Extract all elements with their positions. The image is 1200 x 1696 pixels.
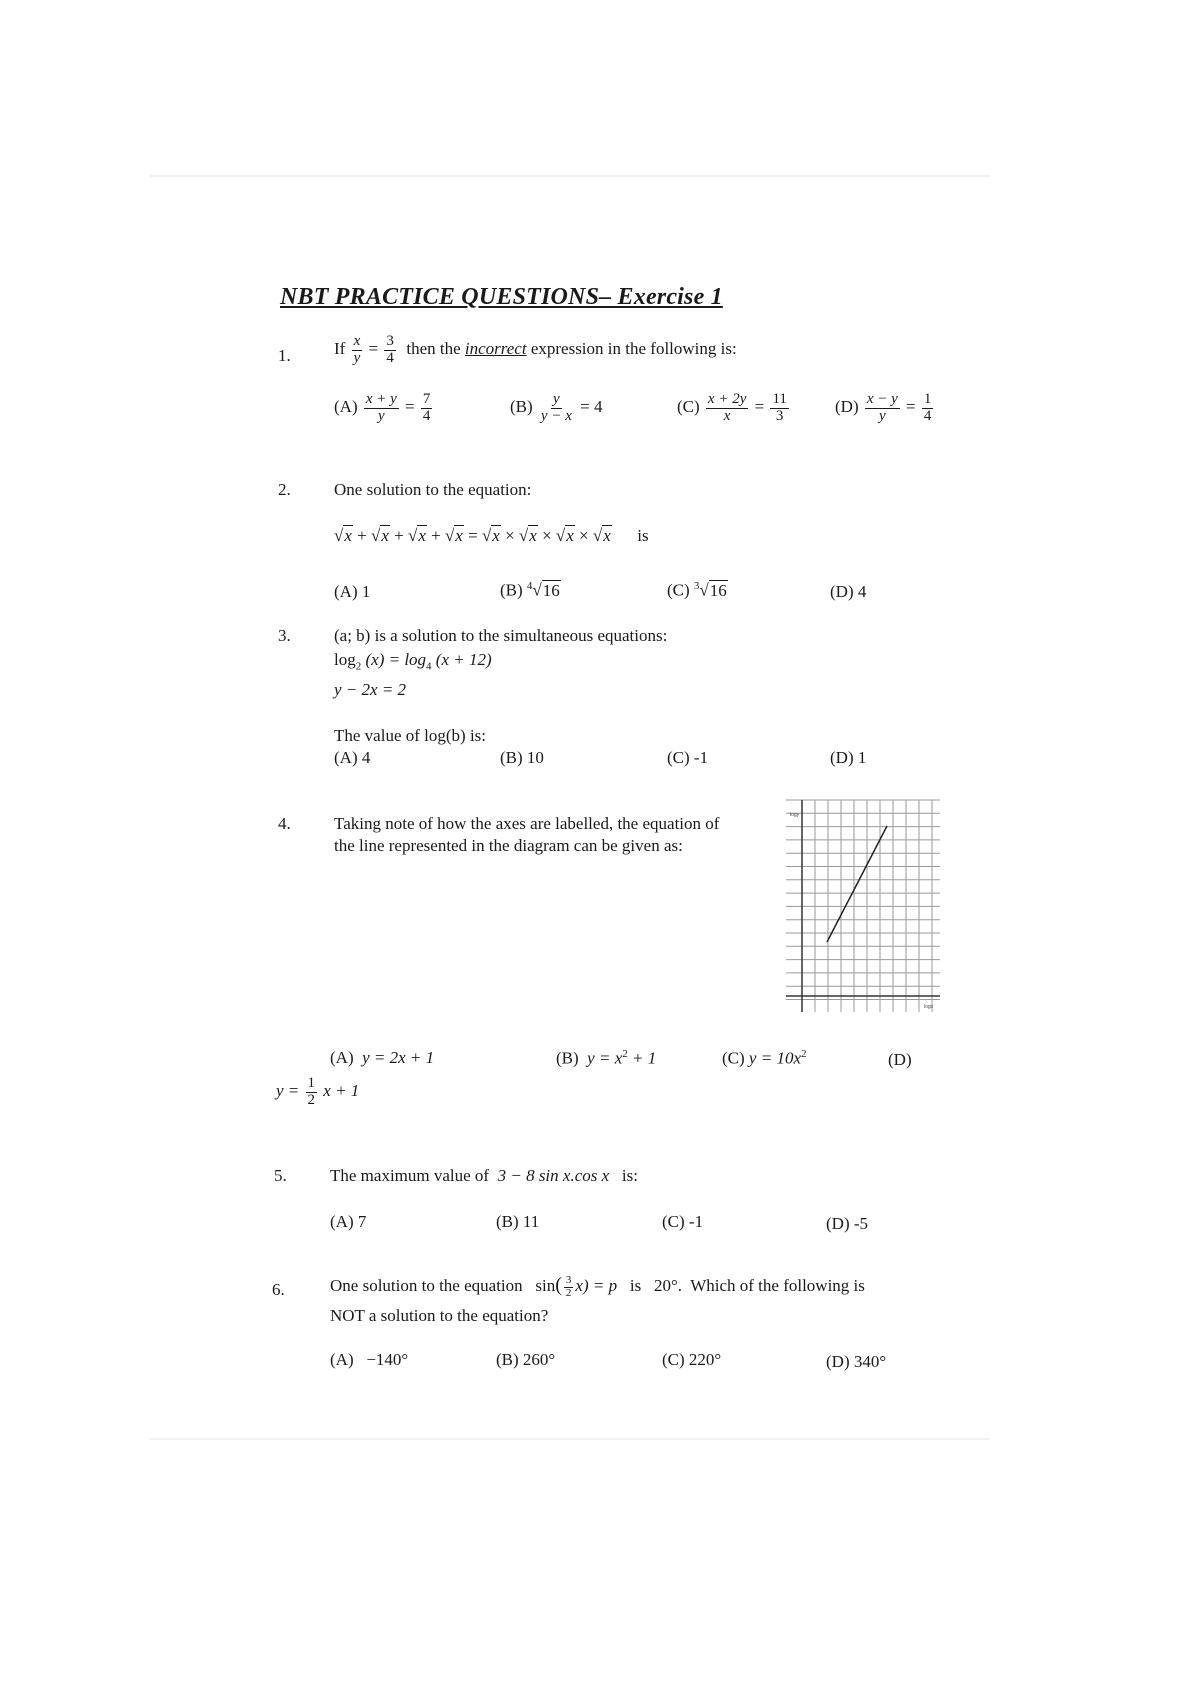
q4-y-label: logy xyxy=(790,812,800,818)
q4-graph-line xyxy=(827,826,887,942)
q3-number: 3. xyxy=(278,626,291,645)
q3-prompt: The value of log(b) is: xyxy=(334,726,487,745)
q1-stem: If $\frac{x}{y}$ = $\frac{3}{4}$ then the incorrect expression in the following is: xyxy=(334,333,737,366)
q5-option-c: (C) -1 xyxy=(662,1212,704,1231)
q3-option-a: (A) 4 xyxy=(334,748,371,767)
q4-option-b: (B) $y = x^2 + 1$ xyxy=(556,1048,657,1068)
q1-if: If xyxy=(334,339,346,359)
page-title: NBT PRACTICE QUESTIONS– Exercise 1 xyxy=(280,284,723,310)
q5-number: 5. xyxy=(274,1166,287,1185)
q6-option-b: (B) 260° xyxy=(496,1350,556,1369)
q5-option-b: (B) 11 xyxy=(496,1212,540,1231)
q3-stem: (a; b) is a solution to the simultaneous equations: xyxy=(334,626,668,645)
q4-option-c: (C) $y = 10x^2$ xyxy=(722,1048,807,1068)
q2-stem: One solution to the equation: xyxy=(334,480,532,499)
q1-given-ratio: $\frac{3}{4}$ xyxy=(386,333,394,366)
q6-line-2: NOT a solution to the equation? xyxy=(330,1306,549,1325)
scan-edge-bottom xyxy=(150,1438,990,1440)
q6-option-c: (C) 220° xyxy=(662,1350,722,1369)
q4-graph xyxy=(782,796,944,1018)
q6-stem: One solution to the equation sin( $\frac{3}{2}$ x) = p is 20°. Which of the following is xyxy=(330,1274,865,1299)
q3-option-c: (C) -1 xyxy=(667,748,709,767)
q1-option-b: (B) $\frac{y}{y - x}$ = 4 xyxy=(510,391,603,424)
q2-option-a: (A) 1 xyxy=(334,582,371,601)
q4-option-d: y = $\frac{1}{2}$ x + 1 xyxy=(276,1075,360,1108)
q6-number: 6. xyxy=(272,1280,285,1299)
q2-option-c: (C) $^3$√16 xyxy=(667,580,727,600)
q1-option-d: (D) $\frac{x - y}{y}$ = $\frac{1}{4}$ xyxy=(835,391,932,424)
q4-option-d-label: (D) xyxy=(888,1050,912,1069)
q4-line-2: the line represented in the diagram can be given as: xyxy=(334,836,683,855)
q1-option-a: (A) $\frac{x + y}{y}$ = $\frac{7}{4}$ xyxy=(334,391,431,424)
q4-number: 4. xyxy=(278,814,291,833)
q3-option-b: (B) 10 xyxy=(500,748,544,767)
q4-line-1: Taking note of how the axes are labelled, the equation of xyxy=(334,814,720,833)
q2-option-b: (B) $^4$√16 xyxy=(500,580,560,600)
q1-emphasis: incorrect xyxy=(464,339,527,359)
q5-stem: The maximum value of 3 − 8 sin x.cos x is: xyxy=(330,1166,638,1185)
q3-equation-1: $\log_2 (x) = \log_4 (x + 12)$ xyxy=(334,650,492,673)
q5-option-d: (D) -5 xyxy=(826,1214,869,1233)
q4-graph-grid xyxy=(786,800,940,1012)
q1-given-fraction: $\frac{x}{y}$ xyxy=(353,333,361,366)
q6-option-a: (A) −140° xyxy=(330,1350,409,1369)
q1-number: 1. xyxy=(278,346,291,365)
q4-x-label: logx xyxy=(924,1004,934,1010)
q2-number: 2. xyxy=(278,480,291,499)
q2-option-d: (D) 4 xyxy=(830,582,867,601)
q5-option-a: (A) 7 xyxy=(330,1212,367,1231)
q2-equation: √x + √x + √x + √x = √x × √x × √x × √x is xyxy=(334,526,649,545)
q3-equation-2: y − 2x = 2 xyxy=(334,680,407,699)
q4-option-a: (A) y = 2x + 1 xyxy=(330,1048,435,1067)
q3-option-d: (D) 1 xyxy=(830,748,867,767)
q1-option-c: (C) $\frac{x + 2y}{x}$ = $\frac{11}{3}$ xyxy=(677,391,787,424)
q6-option-d: (D) 340° xyxy=(826,1352,887,1371)
scan-edge-top xyxy=(150,175,990,177)
